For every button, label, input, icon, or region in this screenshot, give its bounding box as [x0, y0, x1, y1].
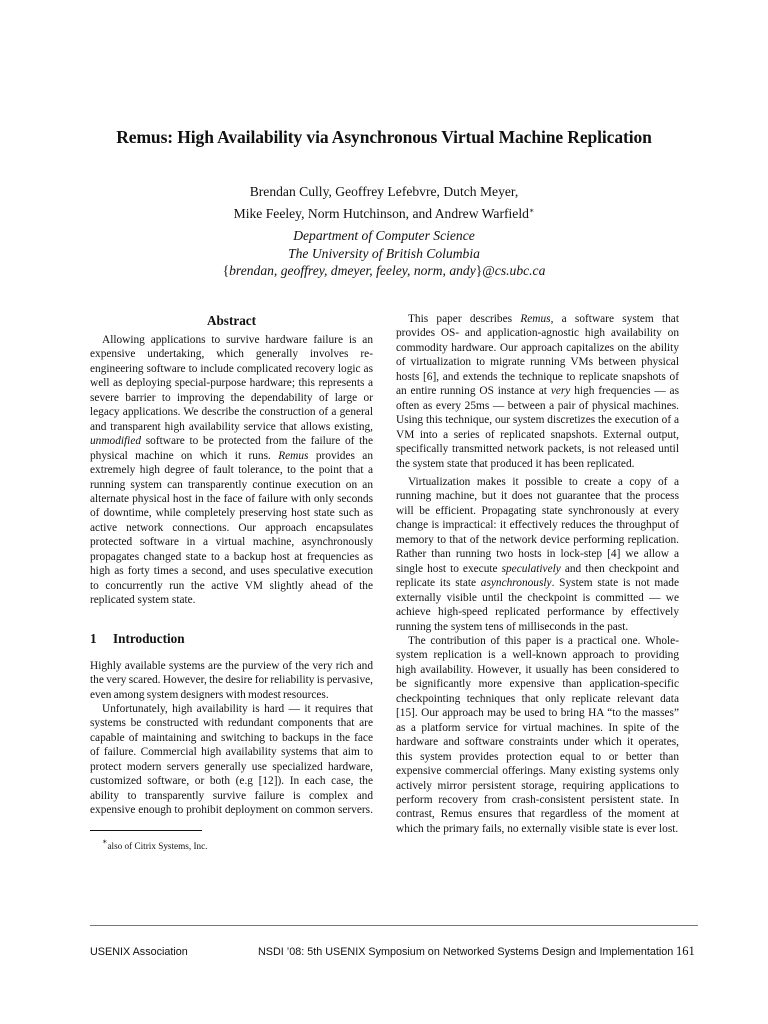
- authors-line-1: Brendan Cully, Geoffrey Lefebvre, Dutch Meyer,: [249, 184, 519, 199]
- right-p1-very: very: [550, 385, 571, 398]
- abstract-text-c: provides an extremely high degree of fault tolerance, to the point that a running system can transparently continue execution on an alternate physical host in the face of failure with only seconds of downtime, while completely preserving host state such as active network connections. Our approach encapsulates protected software in a virtual machine, asynchronously propagates changed state to a backup host at frequencies as high as forty times a second, and uses speculative execution to concurrently run the active VM slightly ahead of the replicated system state.: [90, 449, 373, 607]
- paper-title: Remus: High Availability via Asynchronous Virtual Machine Replication: [116, 127, 652, 147]
- section-title: Introduction: [113, 630, 185, 646]
- authors-line-2: [0, 201, 768, 223]
- footnote-text: also of Citrix Systems, Inc.: [107, 840, 208, 851]
- footnote-mark: ∗: [102, 836, 108, 846]
- right-column: [396, 312, 679, 836]
- author-footnote-mark: ∗: [528, 206, 535, 215]
- right-paragraph-3: The contribution of this paper is a practical one. Whole-system replication is a well-known approach to providing high availability. However, it usually has been considered to be significantly more expensive than application-specific checkpointing techniques that only replicate relevant data [15]. Our approach may be used to bring HA “to the masses” as a platform service for virtual machines. In spite of the hardware and software constraints under which it operates, this system provides protection equal to or better than expensive commercial offerings. Many existing systems only actively mirror persistent storage, requiring applications to perform recovery from crash-consistent persistent state. In contrast, Remus ensures that regardless of the moment at which the primary fails, no externally visible state is ever lost.: [396, 634, 679, 835]
- email-domain: @cs.ubc.ca: [482, 263, 546, 278]
- footer-rule: [90, 925, 698, 926]
- abstract-paragraph: [90, 333, 373, 608]
- email-names: brendan, geoffrey, dmeyer, feeley, norm, andy: [229, 263, 476, 278]
- affiliation-department: Department of Computer Science: [293, 228, 475, 243]
- intro-paragraph-1: Highly available systems are the purview of the very rich and the very scared. However, the desire for reliability is pervasive, even among system designers with modest resources.: [90, 659, 373, 701]
- right-p1-remus: Remus: [520, 313, 551, 325]
- page-number: 161: [676, 944, 695, 958]
- section-heading-introduction: [90, 630, 373, 647]
- abstract-text-b: software to be protected from the failure of the physical machine on which it runs.: [90, 435, 373, 462]
- right-p1-text-c: high frequencies — as often as every 25ms — between a pair of physical machines. Using this technique, our system discretizes the execution of a VM into a series of replicated snapshots. External output, specifically transmitted network packets, is not released until the system state that produced it has been replicated.: [396, 385, 679, 470]
- right-p2-asynchronously: asynchronously: [480, 577, 552, 590]
- affiliation: [0, 227, 768, 280]
- right-p1-text-a: This paper describes: [408, 313, 521, 325]
- left-column: [90, 312, 373, 852]
- email-brace-open: {: [222, 263, 230, 278]
- footer-conference: NSDI ’08: 5th USENIX Symposium on Networked Systems Design and Implementation: [258, 946, 674, 958]
- email-brace-close: }: [475, 263, 483, 278]
- author-emails: [0, 262, 768, 280]
- right-paragraph-1: [396, 312, 679, 471]
- footer-venue: USENIX Association: [90, 946, 188, 958]
- abstract-text-a: Allowing applications to survive hardware failure is an expensive undertaking, which generally involves re-engineering software to include complicated recovery logic as well as deploying special-purpose hardware; this represents a severe barrier to improving the dependability of large or legacy applications. We describe the construction of a general and transparent high availability service that allows existing,: [90, 334, 373, 433]
- right-p2-text-a: Virtualization makes it possible to create a copy of a running machine, but it does not guarantee that the process will be efficient. Propagating state synchronously at every change is impractical: it effectively reduces the throughput of memory to that of the network device performing replication. Rather than running two hosts in lock-step [4] we allow a single host to execute: [396, 475, 679, 575]
- intro-paragraph-2: Unfortunately, high availability is hard — it requires that systems be constructed with redundant components that are capable of maintaining and switching to backups in the face of failure. Commercial high availability systems that aim to protect modern servers generally use specialized hardware, customized software, or both (e.g [12]). In each case, the ability to transparently survive failure is complex and expensive enough to prohibit deployment on common servers.: [90, 702, 373, 817]
- abstract-heading: Abstract: [206, 313, 257, 328]
- footnote-rule: [90, 830, 202, 831]
- abstract-unmodified: unmodified: [90, 435, 142, 448]
- right-p2-speculatively: speculatively: [501, 562, 561, 575]
- affiliation-university: The University of British Columbia: [288, 245, 480, 261]
- authors-line-2-text: Mike Feeley, Norm Hutchinson, and Andrew Warfield: [233, 206, 529, 221]
- author-list: [0, 182, 768, 223]
- section-number: 1: [90, 630, 97, 646]
- abstract-remus: Remus: [278, 449, 309, 462]
- right-paragraph-2: [396, 475, 679, 634]
- right-p2-text-c: . System state is not made externally visible until the checkpoint is committed — we achieve high-speed replicated performance by effectively running the system tens of milliseconds in the past.: [396, 577, 679, 633]
- right-p1-text-b: , a software system that provides OS- and application-agnostic high availability on commodity hardware. Our approach capitalizes on the ability of virtualization to migrate running VMs between physical hosts [6], and extends the technique to replicate snapshots of an entire running OS instance at: [396, 313, 679, 398]
- right-p2-text-b: and then checkpoint and replicate its state: [396, 562, 679, 590]
- footnote: [90, 836, 373, 852]
